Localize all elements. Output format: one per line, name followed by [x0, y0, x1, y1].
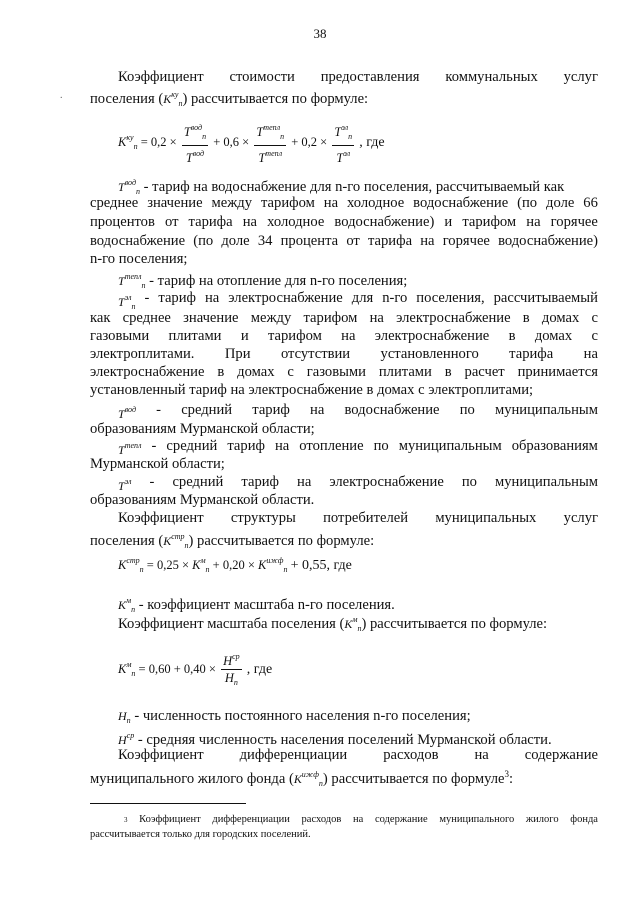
- fraction-water: $\frac{Т^{вод}_п}{Т^{вод}}$: [183, 123, 207, 165]
- def-km: $К^м_п$ - коэффициент масштаба n-го поселения.: [118, 596, 395, 614]
- tel-symbol: $Т^{эл}_п$: [118, 293, 136, 311]
- def-tel-line-6: установленный тариф на электроснабжение в домах с электроплитами;: [90, 382, 534, 398]
- def-tvod-avg-line-2: образованиям Мурманской области;: [90, 421, 315, 437]
- para-ksu-line-1: Коэффициент стоимости предоставления коммунальных услуг: [118, 69, 598, 85]
- para-km: Коэффициент масштаба поселения $(К^м_п)$ рассчитывается по формуле:: [118, 615, 548, 633]
- fraction-population: $\frac{Н^{ср}}{Н_п}$: [223, 652, 240, 687]
- def-tel-line-4: электроплитами. При отсутствии установленного тарифа на: [90, 346, 598, 362]
- fraction-heating: $\frac{Т^{тепл}_п}{Т^{тепл}}$: [256, 123, 285, 165]
- fraction-electricity: $\frac{Т^{эл}_п}{Т^{эл}}$: [334, 123, 353, 165]
- def-tel-line-5: электроснабжение в домах с газовыми плитами в расчет принимается: [90, 364, 598, 380]
- def-ttepl-avg-line-2: Мурманской области;: [90, 456, 225, 472]
- para-kstr-line-2: поселения $(К^{стр}_п)$ рассчитывается по формуле:: [90, 532, 375, 550]
- formula-kstr: $К^{стр}_п = 0,25 \times К^м_п + 0,20 \times К^{ижф}_п + 0,55$, где: [118, 556, 352, 574]
- ksu-symbol: $К^{ку}_п$: [163, 90, 183, 108]
- def-hn: $Н_п$ - численность постоянного населения n-го поселения;: [118, 708, 471, 725]
- def-hsr: $Н^{ср}$ - средняя численность населения поселений Мурманской области.: [118, 731, 552, 748]
- ttepl-symbol: $Т^{тепл}_п$: [118, 272, 146, 290]
- formula-km: $К^м_п = 0,60 + 0,40$ × $\frac{Н^{ср}}{Н_п}$ , где: [118, 650, 272, 690]
- para-ksu-line-2: поселения $(К^{ку}_п)$ рассчитывается по формуле:: [90, 90, 369, 108]
- def-tvod-line-5: n-го поселения;: [90, 251, 188, 267]
- hn-symbol: $Н_п$: [118, 709, 131, 725]
- margin-mark: .: [60, 90, 63, 101]
- footnote-mark: 3: [124, 816, 128, 824]
- def-ttepl-avg-line-1: $Т^{тепл}$ - средний тариф на отопление по муниципальным образованиям: [118, 438, 598, 457]
- def-tel-line-2: как среднее значение между тарифом на электроснабжение в домах с: [90, 310, 598, 326]
- para-kstr-line-1: Коэффициент структуры потребителей муниципальных услуг: [118, 510, 598, 526]
- hsr-symbol: $Н^{ср}$: [118, 731, 135, 747]
- ttepl-avg-symbol: $Т^{тепл}$: [118, 441, 142, 457]
- def-tvod-line-2: среднее значение между тарифом на холодное водоснабжение (по доле 66: [90, 195, 598, 211]
- footnote-rule: [90, 803, 246, 804]
- para-kizhf-line-1: Коэффициент дифференциации расходов на содержание: [118, 747, 598, 763]
- km-symbol-2: $К^м_п$: [344, 615, 362, 633]
- def-tel-line-3: газовыми плитами и тарифом на электроснабжение в домах с: [90, 328, 598, 344]
- kstr-symbol: $К^{стр}_п$: [163, 532, 189, 550]
- kizhf-symbol: $К^{ижф}_п$: [293, 769, 323, 788]
- formula-ksu: $К^{ку}_п = 0,2$ × $\frac{Т^{вод}_п}{Т^{вод}}$ + 0,6 × $\frac{Т^{тепл}_п}{Т^{тепл}}$ + 0,2 × $\frac{Т^{эл}_п}{Т^{эл}}$ , где: [118, 123, 385, 165]
- def-tvod-avg-line-1: $Т^{вод}$ - средний тариф на водоснабжение по муниципальным: [118, 402, 598, 421]
- footnote-line-2: рассчитывается только для городских поселений.: [90, 829, 311, 840]
- tel-avg-symbol: $Т^{эл}$: [118, 477, 132, 493]
- def-tel-avg-line-2: образованиям Мурманской области.: [90, 492, 315, 508]
- para-kizhf-line-2: муниципального жилого фонда $(К^{ижф}_п)$ рассчитывается по формуле$^3$:: [90, 769, 514, 788]
- def-tel-line-1: $Т^{эл}_п$ - тариф на электроснабжение для n-го поселения, рассчитываемый: [118, 289, 598, 316]
- def-tvod-line-3: процентов от тарифа на холодное водоснабжение) и тарифом на горячее: [90, 214, 598, 230]
- def-tel-avg-line-1: $Т^{эл}$ - средний тариф на электроснабжение по муниципальным: [118, 474, 598, 493]
- page-number: 38: [313, 26, 327, 41]
- footnote-ref: 3: [504, 769, 509, 779]
- def-ttepl: $Т^{тепл}_п$ - тариф на отопление для n-го поселения;: [118, 272, 408, 290]
- tvod-symbol: $Т^{вод}_п$: [118, 178, 140, 196]
- def-tvod-line-1: $Т^{вод}_п$ - тариф на водоснабжение для n-го поселения, рассчитываемый как: [118, 178, 565, 196]
- km-symbol: $К^м_п$: [118, 596, 136, 614]
- footnote-line-1: $^3$ Коэффициент дифференциации расходов на содержание муниципального жилого фонда: [124, 814, 598, 825]
- def-tvod-line-4: водоснабжение (по доле 34 процента от тарифа на горячее водоснабжение): [90, 233, 598, 249]
- tvod-avg-symbol: $Т^{вод}$: [118, 405, 136, 421]
